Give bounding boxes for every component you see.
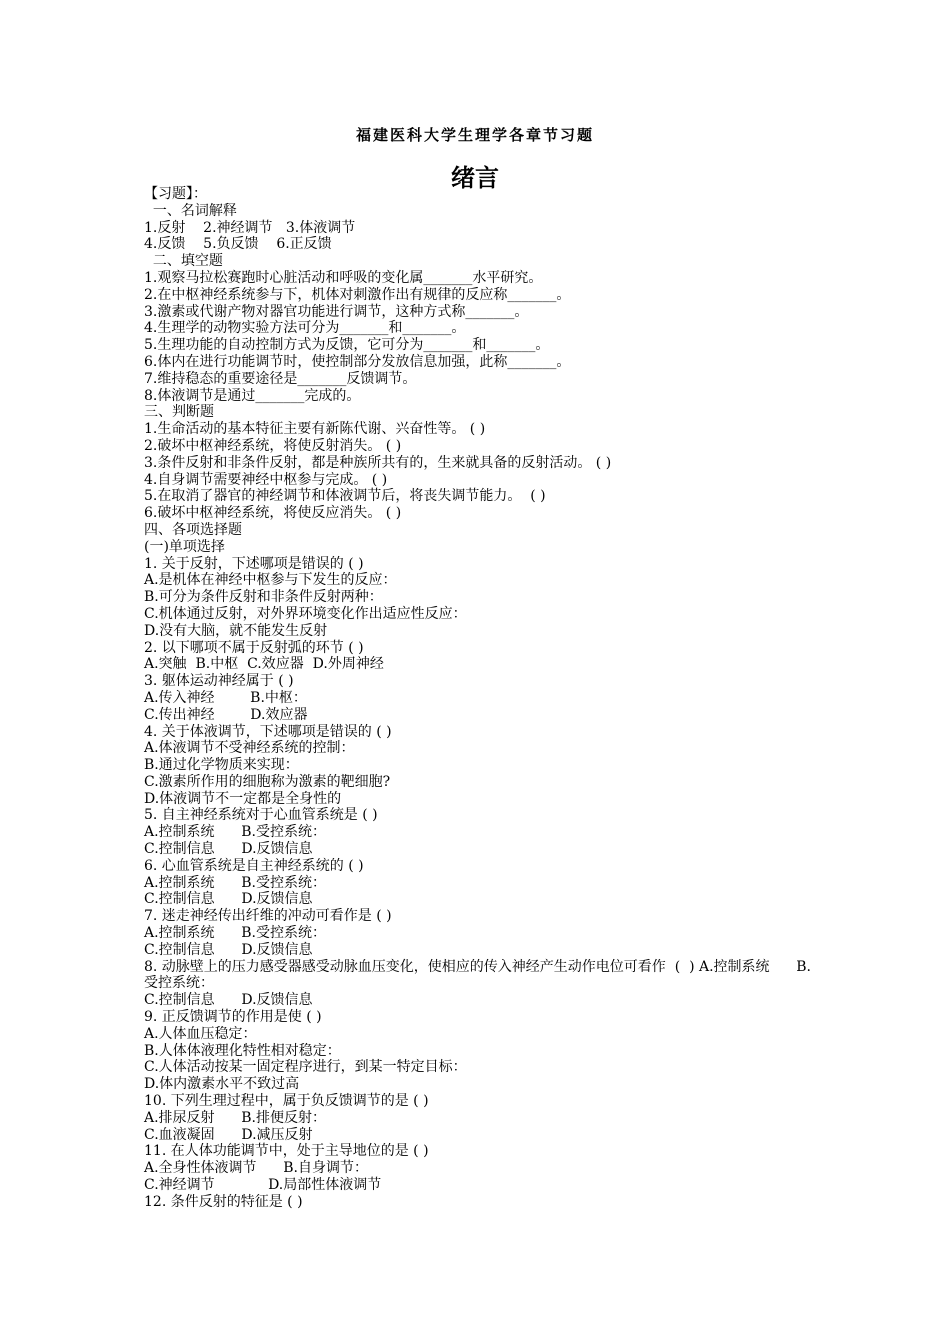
text-line: B.可分为条件反射和非条件反射两种： xyxy=(144,589,383,606)
text-line: 2. 以下哪项不属于反射弧的环节 ( ) xyxy=(144,639,364,656)
text-line: 11. 在人体功能调节中，处于主导地位的是 ( ) xyxy=(144,1143,429,1160)
text-line: C.血液凝固 D.减压反射 xyxy=(144,1126,313,1143)
text-line: C.控制信息 D.反馈信息 xyxy=(144,992,313,1009)
text-line: 4.自身调节需要神经中枢参与完成。 ( ) xyxy=(144,471,388,488)
text-line: 一、名词解释 xyxy=(144,202,237,219)
text-line: 4. 关于体液调节，下述哪项是错误的 ( ) xyxy=(144,723,392,740)
chapter-title: 绪言 xyxy=(451,164,499,192)
text-line: C.控制信息 D.反馈信息 xyxy=(144,891,313,908)
text-line: 四、各项选择题 xyxy=(144,521,242,538)
text-line: C.控制信息 D.反馈信息 xyxy=(144,941,313,958)
text-line: (一)单项选择 xyxy=(144,538,225,555)
text-line: C.激素所作用的细胞称为激素的靶细胞? xyxy=(144,773,391,790)
text-line: A.突触 B.中枢 C.效应器 D.外周神经 xyxy=(144,656,384,673)
text-line: 4.反馈 5.负反馈 6.正反馈 xyxy=(144,236,332,253)
text-line: D.没有大脑，就不能发生反射 xyxy=(144,622,328,639)
text-line: C.人体活动按某一固定程序进行，到某一特定目标： xyxy=(144,1059,467,1076)
text-line: 5. 自主神经系统对于心血管系统是 ( ) xyxy=(144,807,378,824)
text-line: 3.激素或代谢产物对器官功能进行调节，这种方式称_______。 xyxy=(144,303,529,320)
text-line: A.人体血压稳定： xyxy=(144,1025,257,1042)
text-line: 2.破坏中枢神经系统，将使反射消失。 ( ) xyxy=(144,437,402,454)
exercise-body xyxy=(144,186,824,1211)
text-line: D.体液调节不一定都是全身性的 xyxy=(144,790,342,807)
text-line: 1.反射 2.神经调节 3.体液调节 xyxy=(144,219,356,236)
text-line: A.控制系统 B.受控系统： xyxy=(144,824,326,841)
text-line: C.机体通过反射，对外界环境变化作出适应性反应： xyxy=(144,605,467,622)
text-line: 6. 心血管系统是自主神经系统的 ( ) xyxy=(144,857,364,874)
text-line: 【习题】： xyxy=(144,186,207,202)
text-line: 1.生命活动的基本特征主要有新陈代谢、兴奋性等。 ( ) xyxy=(144,421,486,438)
text-line: A.排尿反射 B.排便反射： xyxy=(144,1109,326,1126)
text-line: 8. 动脉壁上的压力感受器感受动脉血压变化，使相应的传入神经产生动作电位可看作 ( ) A.控制系统 B.受控系统： xyxy=(144,958,811,992)
text-line: 5.在取消了器官的神经调节和体液调节后，将丧失调节能力。 ( ) xyxy=(144,488,546,505)
text-line: 6.体内在进行功能调节时，使控制部分发放信息加强，此称_______。 xyxy=(144,353,571,370)
text-line: A.全身性体液调节 B.自身调节： xyxy=(144,1160,368,1177)
text-line: 三、判断题 xyxy=(144,404,214,421)
text-line: 3. 躯体运动神经属于 ( ) xyxy=(144,673,294,690)
text-line: 3.条件反射和非条件反射，都是种族所共有的，生来就具备的反射活动。 ( ) xyxy=(144,454,612,471)
text-line: A.控制系统 B.受控系统： xyxy=(144,874,326,891)
text-line: 二、填空题 xyxy=(144,253,223,270)
text-line: 4.生理学的动物实验方法可分为_______和_______。 xyxy=(144,320,466,337)
text-line: A.控制系统 B.受控系统： xyxy=(144,925,326,942)
text-line: C.控制信息 D.反馈信息 xyxy=(144,841,313,858)
text-line: C.神经调节 D.局部性体液调节 xyxy=(144,1177,382,1194)
text-line: 7.维持稳态的重要途径是_______反馈调节。 xyxy=(144,370,417,387)
text-line: 12. 条件反射的特征是 ( ) xyxy=(144,1193,303,1210)
text-line: 9. 正反馈调节的作用是使 ( ) xyxy=(144,1009,322,1026)
text-line: 5.生理功能的自动控制方式为反馈，它可分为_______和_______。 xyxy=(144,337,550,354)
document-title: 福建医科大学生理学各章节习题 xyxy=(355,126,594,144)
text-line: 10. 下列生理过程中，属于负反馈调节的是 ( ) xyxy=(144,1093,429,1110)
text-line: 8.体液调节是通过_______完成的。 xyxy=(144,387,361,404)
text-line: 7. 迷走神经传出纤维的冲动可看作是 ( ) xyxy=(144,908,392,925)
text-line: 1. 关于反射，下述哪项是错误的 ( ) xyxy=(144,555,364,572)
text-line: B.通过化学物质来实现： xyxy=(144,757,299,774)
text-line: 2.在中枢神经系统参与下，机体对刺激作出有规律的反应称_______。 xyxy=(144,286,571,303)
text-line: B.人体体液理化特性相对稳定： xyxy=(144,1042,341,1059)
text-line: C.传出神经 D.效应器 xyxy=(144,706,308,723)
text-line: A.传入神经 B.中枢： xyxy=(144,689,307,706)
text-line: 1.观察马拉松赛跑时心脏活动和呼吸的变化属_______水平研究。 xyxy=(144,269,543,286)
text-line: D.体内激素水平不致过高 xyxy=(144,1076,300,1093)
text-line: A.是机体在神经中枢参与下发生的反应： xyxy=(144,572,397,589)
text-line: A.体液调节不受神经系统的控制： xyxy=(144,740,355,757)
text-line: 6.破坏中枢神经系统，将使反应消失。 ( ) xyxy=(144,505,402,522)
